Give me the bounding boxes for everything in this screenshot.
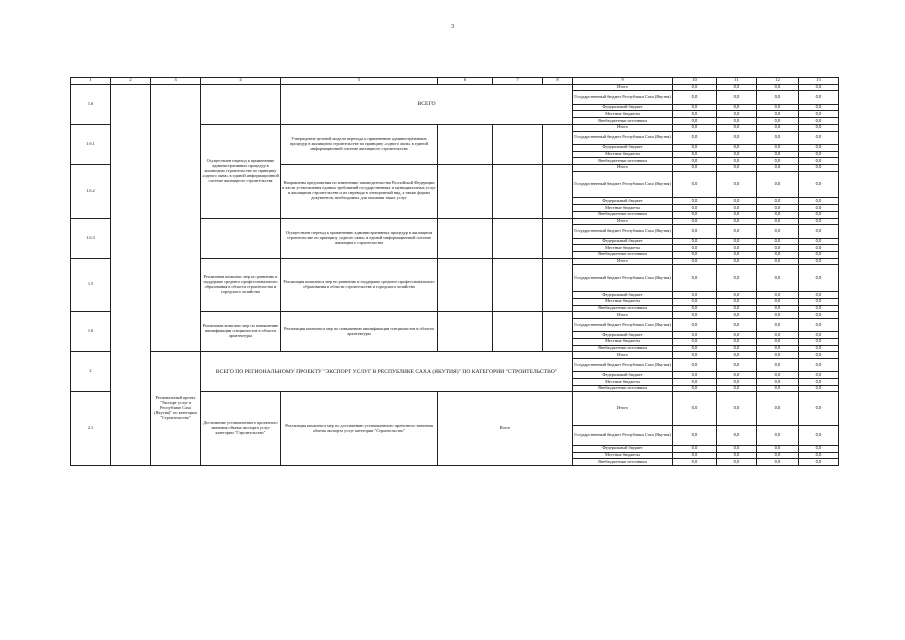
funding-source: Государственный бюджет Республики Саха (Якутия): [573, 91, 673, 104]
amount-cell: 0,0: [717, 425, 757, 445]
amount-cell: 0,0: [717, 205, 757, 212]
amount-cell: 0,0: [673, 111, 717, 118]
amount-cell: 0,0: [799, 251, 839, 258]
amount-cell: 0,0: [717, 238, 757, 245]
amount-cell: 0,0: [673, 118, 717, 125]
amount-cell: 0,0: [673, 225, 717, 238]
col2-empty: [111, 84, 151, 465]
funding-source: Итого: [573, 312, 673, 319]
amount-cell: 0,0: [757, 151, 799, 158]
amount-cell: 0,0: [799, 292, 839, 299]
program-funding-table: [70, 77, 839, 466]
funding-source: Федеральный бюджет: [573, 332, 673, 339]
col6-empty: [438, 218, 493, 258]
amount-cell: 0,0: [717, 124, 757, 131]
amount-cell: 0,0: [799, 158, 839, 165]
col8-empty: [543, 312, 573, 352]
funding-source: Местные бюджеты: [573, 379, 673, 386]
col8-empty: [543, 164, 573, 218]
amount-cell: 0,0: [799, 151, 839, 158]
amount-cell: 0,0: [799, 198, 839, 205]
amount-cell: 0,0: [673, 245, 717, 252]
amount-cell: 0,0: [717, 104, 757, 111]
amount-cell: 0,0: [799, 238, 839, 245]
amount-cell: 0,0: [717, 385, 757, 392]
amount-cell: 0,0: [717, 198, 757, 205]
amount-cell: 0,0: [757, 352, 799, 359]
amount-cell: 0,0: [717, 265, 757, 292]
amount-cell: 0,0: [717, 338, 757, 345]
result-description: Осуществлен переход к применению административных процедур в жилищном строительстве по принципу «одного окна» в единой информационной системе жилищного строительства: [201, 124, 281, 218]
row-number: 1.6.3: [71, 218, 111, 258]
funding-source: Местные бюджеты: [573, 151, 673, 158]
amount-cell: 0,0: [717, 118, 757, 125]
amount-cell: 0,0: [799, 332, 839, 339]
amount-cell: 0,0: [717, 298, 757, 305]
row-number: 1.6.2: [71, 164, 111, 218]
funding-source: Итого: [573, 218, 673, 225]
amount-cell: 0,0: [799, 338, 839, 345]
amount-cell: 0,0: [673, 352, 717, 359]
amount-cell: 0,0: [717, 111, 757, 118]
col6-empty: [438, 258, 493, 312]
funding-source: Местные бюджеты: [573, 245, 673, 252]
funding-source: Внебюджетные источники: [573, 158, 673, 165]
funding-source: Местные бюджеты: [573, 338, 673, 345]
amount-cell: 0,0: [757, 211, 799, 218]
amount-cell: 0,0: [799, 452, 839, 459]
amount-cell: 0,0: [757, 292, 799, 299]
amount-cell: 0,0: [757, 452, 799, 459]
funding-source: Итого: [573, 258, 673, 265]
funding-source: Государственный бюджет Республики Саха (Якутия): [573, 359, 673, 372]
funding-source: Государственный бюджет Республики Саха (Якутия): [573, 225, 673, 238]
row-number: 1.6.1: [71, 124, 111, 164]
amount-cell: 0,0: [799, 205, 839, 212]
measure-description: Утверждение целевой модели перехода к применению административных процедур в жилищном строительстве по принципу «одного окна» в единой информационной системе жилищного строительства: [281, 124, 438, 164]
column-number-row: [71, 78, 839, 85]
amount-cell: 0,0: [757, 111, 799, 118]
amount-cell: 0,0: [673, 425, 717, 445]
amount-cell: 0,0: [799, 352, 839, 359]
funding-source: Итого: [573, 124, 673, 131]
amount-cell: 0,0: [717, 211, 757, 218]
amount-cell: 0,0: [673, 338, 717, 345]
col-number: 4: [201, 78, 281, 85]
amount-cell: 0,0: [799, 164, 839, 171]
amount-cell: 0,0: [757, 318, 799, 331]
amount-cell: 0,0: [717, 312, 757, 319]
amount-cell: 0,0: [757, 305, 799, 312]
amount-cell: 0,0: [799, 312, 839, 319]
funding-source: Внебюджетные источники: [573, 305, 673, 312]
amount-cell: 0,0: [799, 144, 839, 151]
amount-cell: 0,0: [799, 459, 839, 466]
col6-empty: [438, 164, 493, 218]
amount-cell: 0,0: [757, 205, 799, 212]
amount-cell: 0,0: [717, 352, 757, 359]
funding-source: Итого: [573, 392, 673, 426]
amount-cell: 0,0: [757, 158, 799, 165]
total-label: ВСЕГО: [281, 84, 573, 124]
amount-cell: 0,0: [717, 144, 757, 151]
funding-source: Внебюджетные источники: [573, 345, 673, 352]
funding-source: Внебюджетные источники: [573, 211, 673, 218]
funding-source: Государственный бюджет Республики Саха (Якутия): [573, 425, 673, 445]
amount-cell: 0,0: [673, 251, 717, 258]
funding-source: Местные бюджеты: [573, 111, 673, 118]
funding-source: Государственный бюджет Республики Саха (Якутия): [573, 171, 673, 198]
amount-cell: 0,0: [799, 318, 839, 331]
amount-cell: 0,0: [799, 372, 839, 379]
amount-cell: 0,0: [673, 84, 717, 91]
amount-cell: 0,0: [757, 91, 799, 104]
result-description: Достижение установленного проектного значения объема экспорта услуг категории "Строительство": [201, 392, 281, 466]
amount-cell: 0,0: [799, 258, 839, 265]
amount-cell: 0,0: [717, 91, 757, 104]
table-row: [71, 84, 839, 91]
amount-cell: 0,0: [673, 372, 717, 379]
amount-cell: 0,0: [757, 258, 799, 265]
funding-source: Федеральный бюджет: [573, 238, 673, 245]
amount-cell: 0,0: [717, 245, 757, 252]
amount-cell: 0,0: [717, 345, 757, 352]
row-number: 2: [71, 352, 111, 392]
amount-cell: 0,0: [673, 379, 717, 386]
amount-cell: 0,0: [717, 446, 757, 453]
table-row: [71, 352, 839, 359]
col6-empty: [438, 124, 493, 164]
amount-cell: 0,0: [799, 345, 839, 352]
col7-empty: [493, 258, 543, 312]
amount-cell: 0,0: [717, 171, 757, 198]
amount-cell: 0,0: [757, 385, 799, 392]
amount-cell: 0,0: [757, 225, 799, 238]
amount-cell: 0,0: [717, 332, 757, 339]
amount-cell: 0,0: [717, 84, 757, 91]
amount-cell: 0,0: [673, 104, 717, 111]
amount-cell: 0,0: [717, 359, 757, 372]
col-number: 10: [673, 78, 717, 85]
amount-cell: 0,0: [799, 265, 839, 292]
amount-cell: 0,0: [799, 218, 839, 225]
amount-cell: 0,0: [673, 258, 717, 265]
funding-source: Государственный бюджет Республики Саха (Якутия): [573, 318, 673, 331]
amount-cell: 0,0: [717, 218, 757, 225]
col-number: 3: [151, 78, 201, 85]
row-number: 2.1: [71, 392, 111, 466]
project-name: Региональный проект "Экспорт услуг в Республике Саха (Якутия)" по категории "Строительство": [151, 352, 201, 466]
amount-cell: 0,0: [717, 131, 757, 144]
amount-cell: 0,0: [673, 318, 717, 331]
amount-cell: 0,0: [799, 171, 839, 198]
funding-source: Государственный бюджет Республики Саха (Якутия): [573, 131, 673, 144]
amount-cell: 0,0: [673, 345, 717, 352]
amount-cell: 0,0: [757, 144, 799, 151]
col8-empty: [543, 124, 573, 164]
funding-source: Федеральный бюджет: [573, 104, 673, 111]
amount-cell: 0,0: [799, 111, 839, 118]
amount-cell: 0,0: [799, 425, 839, 445]
col-number: 9: [573, 78, 673, 85]
amount-cell: 0,0: [757, 238, 799, 245]
amount-cell: 0,0: [673, 265, 717, 292]
amount-cell: 0,0: [717, 251, 757, 258]
col7-empty: [493, 124, 543, 164]
amount-cell: 0,0: [757, 245, 799, 252]
measure-description: Реализация комплекса мер по развитию и поддержке среднего профессионального образования в области строительства и городского хозяйства: [281, 258, 438, 312]
funding-source: Внебюджетные источники: [573, 251, 673, 258]
amount-cell: 0,0: [673, 459, 717, 466]
amount-cell: 0,0: [673, 218, 717, 225]
amount-cell: 0,0: [673, 91, 717, 104]
col-number: 7: [493, 78, 543, 85]
col4-empty: [201, 84, 281, 124]
amount-cell: 0,0: [799, 359, 839, 372]
col-number: 5: [281, 78, 438, 85]
amount-cell: 0,0: [673, 332, 717, 339]
amount-cell: 0,0: [673, 164, 717, 171]
amount-cell: 0,0: [673, 131, 717, 144]
col8-empty: [543, 258, 573, 312]
funding-source: Итого: [573, 352, 673, 359]
amount-cell: 0,0: [799, 385, 839, 392]
amount-cell: 0,0: [757, 218, 799, 225]
col6-empty: [438, 312, 493, 352]
funding-source: Федеральный бюджет: [573, 446, 673, 453]
amount-cell: 0,0: [673, 171, 717, 198]
col-number: 11: [717, 78, 757, 85]
amount-cell: 0,0: [673, 238, 717, 245]
amount-cell: 0,0: [757, 164, 799, 171]
col-number: 6: [438, 78, 493, 85]
amount-cell: 0,0: [717, 379, 757, 386]
total-word: Всего: [438, 392, 573, 466]
funding-source: Внебюджетные источники: [573, 459, 673, 466]
col4-empty: [201, 218, 281, 258]
amount-cell: 0,0: [673, 292, 717, 299]
funding-source: Местные бюджеты: [573, 205, 673, 212]
amount-cell: 0,0: [673, 452, 717, 459]
amount-cell: 0,0: [717, 305, 757, 312]
amount-cell: 0,0: [673, 298, 717, 305]
amount-cell: 0,0: [673, 305, 717, 312]
amount-cell: 0,0: [757, 332, 799, 339]
amount-cell: 0,0: [799, 104, 839, 111]
measure-description: Осуществлен переход к применению административных процедур в жилищном строительстве по принципу «одного окна» в единой информационной системе жилищного строительства: [281, 218, 438, 258]
funding-source: Федеральный бюджет: [573, 198, 673, 205]
amount-cell: 0,0: [673, 211, 717, 218]
amount-cell: 0,0: [757, 379, 799, 386]
amount-cell: 0,0: [757, 359, 799, 372]
amount-cell: 0,0: [799, 91, 839, 104]
col-number: 1: [71, 78, 111, 85]
col-number: 2: [111, 78, 151, 85]
funding-source: Государственный бюджет Республики Саха (Якутия): [573, 265, 673, 292]
funding-source: Внебюджетные источники: [573, 118, 673, 125]
amount-cell: 0,0: [717, 459, 757, 466]
amount-cell: 0,0: [799, 225, 839, 238]
result-description: Реализован комплекс мер по развитию и поддержке среднего профессионального образования в области строительства и городского хозяйства: [201, 258, 281, 312]
row-number: 1.5: [71, 258, 111, 312]
amount-cell: 0,0: [757, 251, 799, 258]
funding-source: Местные бюджеты: [573, 452, 673, 459]
amount-cell: 0,0: [799, 379, 839, 386]
amount-cell: 0,0: [799, 392, 839, 426]
measure-description: Реализация комплекса мер по повышению квалификации специалистов в области архитектуры: [281, 312, 438, 352]
amount-cell: 0,0: [757, 198, 799, 205]
amount-cell: 0,0: [717, 318, 757, 331]
measure-description: Реализация комплекса мер по достижению установленного проектного значения объема экспорта услуг категории "Строительство": [281, 392, 438, 466]
amount-cell: 0,0: [757, 345, 799, 352]
amount-cell: 0,0: [757, 446, 799, 453]
measure-description: Направлены предложения по изменению законодательства Российской Федерации в части установления единых требований государственных и муниципальных услуг в жилищном строительстве и их перевода в электронный вид, а также формы документов, необходимых для оказания таких услуг: [281, 164, 438, 218]
funding-source: Федеральный бюджет: [573, 292, 673, 299]
amount-cell: 0,0: [757, 171, 799, 198]
amount-cell: 0,0: [757, 338, 799, 345]
amount-cell: 0,0: [717, 225, 757, 238]
amount-cell: 0,0: [757, 118, 799, 125]
amount-cell: 0,0: [717, 151, 757, 158]
amount-cell: 0,0: [757, 104, 799, 111]
amount-cell: 0,0: [717, 292, 757, 299]
amount-cell: 0,0: [717, 158, 757, 165]
amount-cell: 0,0: [673, 385, 717, 392]
funding-source: Внебюджетные источники: [573, 385, 673, 392]
amount-cell: 0,0: [757, 459, 799, 466]
amount-cell: 0,0: [757, 131, 799, 144]
amount-cell: 0,0: [757, 392, 799, 426]
amount-cell: 0,0: [673, 446, 717, 453]
amount-cell: 0,0: [757, 372, 799, 379]
amount-cell: 0,0: [673, 359, 717, 372]
amount-cell: 0,0: [757, 265, 799, 292]
col8-empty: [543, 218, 573, 258]
col7-empty: [493, 312, 543, 352]
amount-cell: 0,0: [757, 84, 799, 91]
row-number: 1.6: [71, 84, 111, 124]
amount-cell: 0,0: [799, 245, 839, 252]
amount-cell: 0,0: [757, 124, 799, 131]
amount-cell: 0,0: [757, 312, 799, 319]
amount-cell: 0,0: [673, 392, 717, 426]
funding-source: Местные бюджеты: [573, 298, 673, 305]
amount-cell: 0,0: [673, 151, 717, 158]
col-number: 13: [799, 78, 839, 85]
amount-cell: 0,0: [799, 131, 839, 144]
amount-cell: 0,0: [799, 124, 839, 131]
col-number: 12: [757, 78, 799, 85]
amount-cell: 0,0: [673, 205, 717, 212]
amount-cell: 0,0: [799, 211, 839, 218]
amount-cell: 0,0: [799, 118, 839, 125]
amount-cell: 0,0: [673, 312, 717, 319]
col7-empty: [493, 218, 543, 258]
funding-source: Итого: [573, 164, 673, 171]
funding-source: Федеральный бюджет: [573, 372, 673, 379]
amount-cell: 0,0: [673, 124, 717, 131]
amount-cell: 0,0: [799, 446, 839, 453]
amount-cell: 0,0: [673, 144, 717, 151]
amount-cell: 0,0: [799, 305, 839, 312]
result-description: Реализован комплекс мер по повышению квалификации специалистов в области архитектуры: [201, 312, 281, 352]
amount-cell: 0,0: [717, 258, 757, 265]
amount-cell: 0,0: [717, 164, 757, 171]
col7-empty: [493, 164, 543, 218]
amount-cell: 0,0: [717, 372, 757, 379]
amount-cell: 0,0: [799, 298, 839, 305]
amount-cell: 0,0: [757, 425, 799, 445]
row-number: 1.6: [71, 312, 111, 352]
amount-cell: 0,0: [799, 84, 839, 91]
amount-cell: 0,0: [717, 452, 757, 459]
col-number: 8: [543, 78, 573, 85]
amount-cell: 0,0: [673, 158, 717, 165]
page-number: 3: [451, 24, 454, 30]
amount-cell: 0,0: [717, 392, 757, 426]
amount-cell: 0,0: [757, 298, 799, 305]
amount-cell: 0,0: [673, 198, 717, 205]
funding-source: Итого: [573, 84, 673, 91]
funding-source: Федеральный бюджет: [573, 144, 673, 151]
project-total-label: ВСЕГО ПО РЕГИОНАЛЬНОМУ ПРОЕКТУ "ЭКСПОРТ УСЛУГ В РЕСПУБЛИКЕ САХА (ЯКУТИЯ)" ПО КАТЕГОРИИ "СТРОИТЕЛЬСТВО": [201, 352, 573, 392]
col3-empty: [151, 84, 201, 352]
